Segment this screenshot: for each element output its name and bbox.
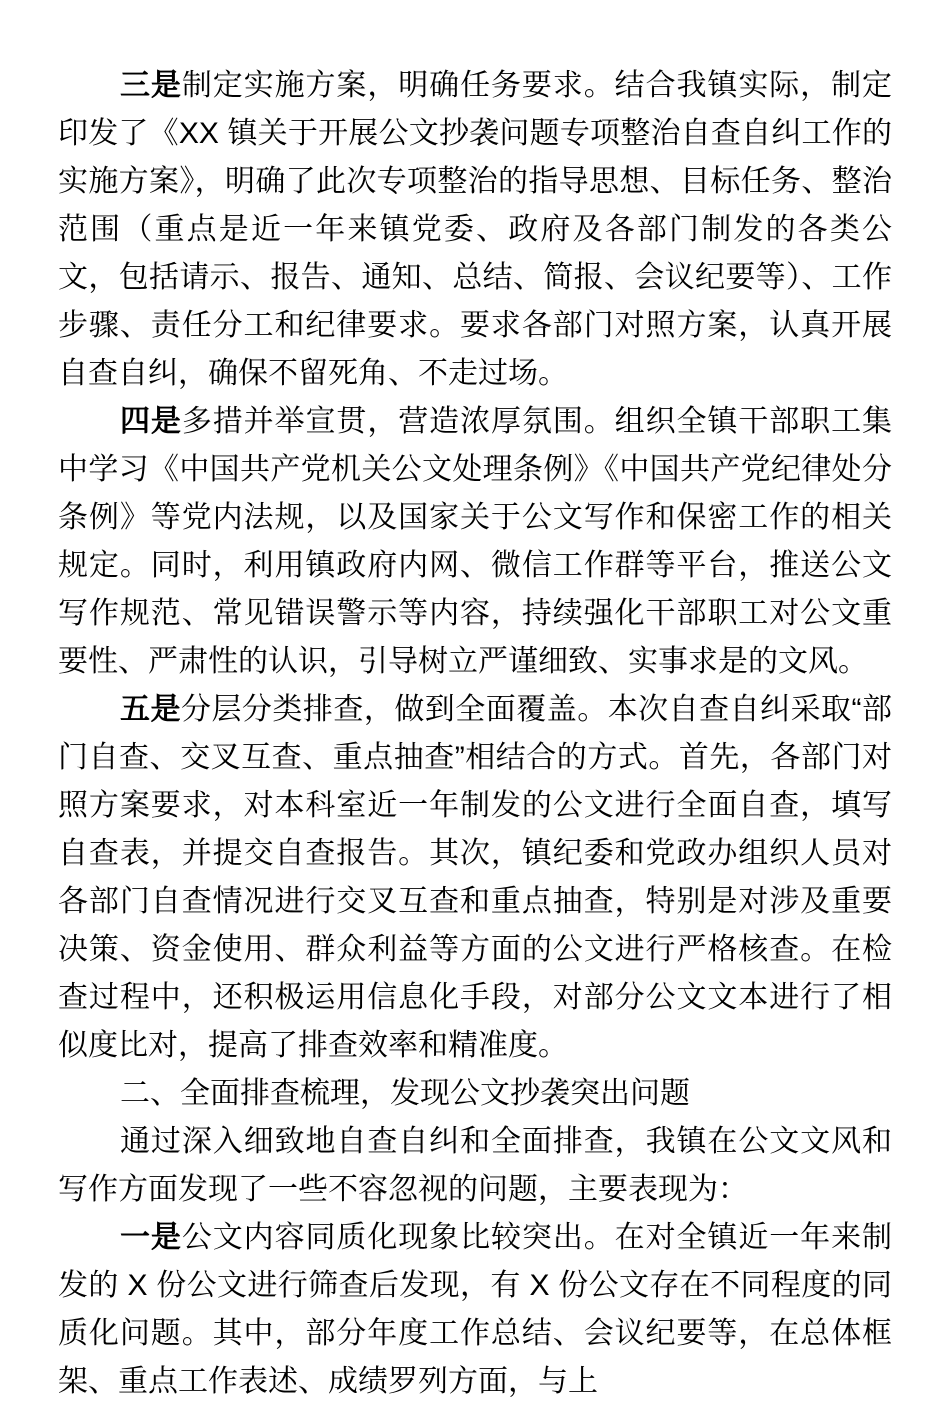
paragraph-lead-marker: 三是 [120,69,182,102]
paragraph-text: 多措并举宣贯，营造浓厚氛围。组织全镇干部职工集中学习《中国共产党机关公文处理条例》《中国共产党纪律处分条例》等党内法规，以及国家关于公文写作和保密工作的相关规定。同时，利用镇政府内网、微信工作群等平台，推送公文写作规范、常见错误警示等内容，持续强化干部职工对公文重要性、严肃性的认识，引导树立严谨细致、实事求是的文风。 [58,405,893,678]
paragraph-yi-shi [58,1214,892,1406]
paragraph-text: 制定实施方案，明确任务要求。结合我镇实际，制定印发了《XX 镇关于开展公文抄袭问题专项整治自查自纠工作的实施方案》，明确了此次专项整治的指导思想、目标任务、整治范围（重点是近一年来镇党委、政府及各部门制发的各类公文，包括请示、报告、通知、总结、简报、会议纪要等）、工作步骤、责任分工和纪律要求。要求各部门对照方案，认真开展自查自纠，确保不留死角、不走过场。 [58,69,893,390]
paragraph-lead-marker: 一是 [120,1221,182,1254]
paragraph-tongguo [58,1118,892,1214]
paragraph-san-shi [58,62,892,398]
paragraph-text: 公文内容同质化现象比较突出。在对全镇近一年来制发的 X 份公文进行筛查后发现，有 X 份公文存在不同程度的同质化问题。其中，部分年度工作总结、会议纪要等，在总体框架、重点工作表述、成绩罗列方面，与上 [58,1221,893,1398]
section-heading-two: 二、全面排查梳理，发现公文抄袭突出问题 [120,1077,690,1110]
paragraph-lead-marker: 四是 [120,405,182,438]
paragraph-text: 分层分类排查，做到全面覆盖。本次自查自纠采取“部门自查、交叉互查、重点抽查”相结合的方式。首先，各部门对照方案要求，对本科室近一年制发的公文进行全面自查，填写自查表，并提交自查报告。其次，镇纪委和党政办组织人员对各部门自查情况进行交叉互查和重点抽查，特别是对涉及重要决策、资金使用、群众利益等方面的公文进行严格核查。在检查过程中，还积极运用信息化手段，对部分公文文本进行了相似度比对，提高了排查效率和精准度。 [58,693,892,1062]
paragraph-text: 通过深入细致地自查自纠和全面排查，我镇在公文文风和写作方面发现了一些不容忽视的问题，主要表现为： [58,1125,892,1206]
paragraph-wu-shi [58,686,892,1070]
document-body [58,62,892,1406]
paragraph-lead-marker: 五是 [120,693,181,726]
paragraph-si-shi [58,398,892,686]
